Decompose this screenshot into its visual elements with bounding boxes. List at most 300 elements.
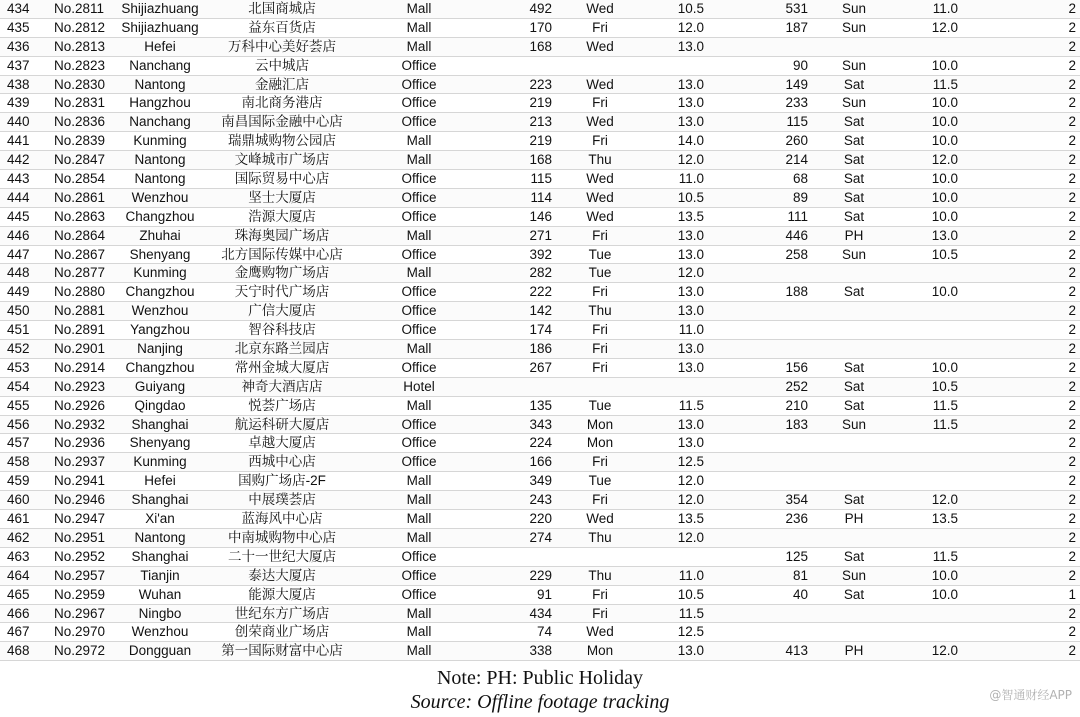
rating-cell: 2 bbox=[1068, 57, 1076, 73]
rating-cell: 2 bbox=[1068, 303, 1076, 319]
city-cell: Wuhan bbox=[138, 586, 182, 602]
weekday-day-cell: Thu bbox=[588, 529, 612, 545]
weekday-traffic-cell: 166 bbox=[529, 454, 552, 470]
venue-type-cell: Office bbox=[401, 95, 437, 111]
city-cell: Hangzhou bbox=[129, 95, 191, 111]
weekend-traffic-cell: 413 bbox=[785, 643, 808, 659]
row-index-cell: 467 bbox=[7, 624, 30, 640]
venue-type-cell: Office bbox=[401, 76, 437, 92]
table-note: Note: PH: Public Holiday bbox=[436, 667, 644, 689]
row-index-cell: 453 bbox=[7, 359, 30, 375]
store-name-cell: 云中城店 bbox=[255, 57, 309, 73]
weekday-hours-cell: 11.5 bbox=[678, 605, 704, 621]
weekend-hours-cell: 10.5 bbox=[931, 246, 958, 262]
weekday-hours-cell: 10.5 bbox=[677, 586, 704, 602]
weekend-day-cell: Sun bbox=[841, 1, 867, 16]
store-code-cell: No.2926 bbox=[54, 397, 106, 413]
table-row bbox=[0, 94, 1080, 113]
weekday-day-cell: Wed bbox=[586, 171, 614, 187]
table-row bbox=[0, 19, 1080, 38]
row-index-cell: 441 bbox=[7, 133, 30, 149]
city-cell: Yangzhou bbox=[130, 322, 190, 338]
store-code-cell: No.2836 bbox=[54, 114, 106, 130]
store-name-cell: 北国商城店 bbox=[248, 1, 316, 16]
weekday-hours-cell: 12.0 bbox=[677, 492, 704, 508]
store-code-cell: No.2864 bbox=[54, 227, 106, 243]
venue-type-cell: Office bbox=[401, 548, 437, 564]
weekday-day-cell: Mon bbox=[586, 643, 614, 659]
venue-type-cell: Mall bbox=[406, 511, 432, 527]
row-index-cell: 445 bbox=[7, 208, 30, 224]
table-row bbox=[0, 434, 1080, 453]
weekday-traffic-cell: 338 bbox=[529, 643, 552, 659]
weekend-hours-cell: 10.0 bbox=[931, 114, 958, 130]
store-code-cell: No.2901 bbox=[54, 341, 106, 357]
rating-cell: 1 bbox=[1068, 586, 1076, 602]
venue-type-cell: Mall bbox=[406, 397, 432, 413]
row-index-cell: 460 bbox=[7, 492, 30, 508]
table-row bbox=[0, 397, 1080, 416]
weekend-hours-cell: 11.5 bbox=[932, 548, 958, 564]
weekend-day-cell: Sat bbox=[843, 133, 865, 149]
row-index-cell: 435 bbox=[7, 19, 30, 35]
weekday-day-cell: Wed bbox=[586, 208, 614, 224]
weekday-traffic-cell: 434 bbox=[529, 605, 552, 621]
store-name-cell: 国际贸易中心店 bbox=[234, 171, 330, 187]
store-code-cell: No.2952 bbox=[54, 548, 106, 564]
weekday-hours-cell: 13.0 bbox=[677, 114, 704, 130]
weekend-traffic-cell: 187 bbox=[785, 19, 808, 35]
city-cell: Nantong bbox=[134, 171, 186, 187]
city-cell: Nanjing bbox=[137, 341, 183, 357]
city-cell: Nantong bbox=[134, 529, 186, 545]
city-cell: Nanchang bbox=[129, 57, 191, 73]
weekday-day-cell: Wed bbox=[586, 1, 614, 16]
store-name-cell: 天宁时代广场店 bbox=[234, 284, 330, 300]
store-code-cell: No.2932 bbox=[54, 416, 106, 432]
store-code-cell: No.2877 bbox=[54, 265, 106, 281]
store-name-cell: 神奇大酒店店 bbox=[241, 378, 323, 394]
store-name-cell: 南昌国际金融中心店 bbox=[221, 114, 343, 130]
weekday-day-cell: Wed bbox=[586, 511, 614, 527]
store-name-cell: 常州金城大厦店 bbox=[234, 359, 330, 375]
weekend-hours-cell: 12.0 bbox=[931, 152, 958, 168]
weekend-traffic-cell: 210 bbox=[785, 397, 808, 413]
weekday-hours-cell: 13.0 bbox=[677, 76, 704, 92]
city-cell: Qingdao bbox=[134, 397, 186, 413]
rating-cell: 2 bbox=[1068, 416, 1076, 432]
weekday-traffic-cell: 267 bbox=[529, 359, 552, 375]
weekend-traffic-cell: 252 bbox=[785, 378, 808, 394]
weekend-traffic-cell: 354 bbox=[785, 492, 808, 508]
weekend-day-cell: Sat bbox=[843, 378, 865, 394]
weekend-traffic-cell: 156 bbox=[785, 359, 808, 375]
table-row bbox=[0, 113, 1080, 132]
venue-type-cell: Mall bbox=[406, 624, 432, 640]
rating-cell: 2 bbox=[1068, 227, 1076, 243]
table-row bbox=[0, 378, 1080, 397]
weekend-day-cell: Sat bbox=[843, 359, 865, 375]
venue-type-cell: Mall bbox=[406, 643, 432, 659]
table-row bbox=[0, 567, 1080, 586]
weekday-hours-cell: 10.5 bbox=[677, 189, 704, 205]
city-cell: Ningbo bbox=[138, 605, 182, 621]
weekday-day-cell: Wed bbox=[586, 38, 614, 54]
table-row bbox=[0, 38, 1080, 57]
weekday-traffic-cell: 224 bbox=[529, 435, 552, 451]
table-row bbox=[0, 76, 1080, 95]
rating-cell: 2 bbox=[1068, 1, 1076, 16]
weekday-day-cell: Wed bbox=[586, 624, 614, 640]
venue-type-cell: Mall bbox=[406, 529, 432, 545]
city-cell: Wenzhou bbox=[131, 303, 189, 319]
weekday-day-cell: Wed bbox=[586, 189, 614, 205]
row-index-cell: 465 bbox=[7, 586, 30, 602]
city-cell: Hefei bbox=[144, 473, 176, 489]
rating-cell: 2 bbox=[1068, 76, 1076, 92]
weekend-hours-cell: 10.0 bbox=[931, 567, 958, 583]
store-name-cell: 南北商务港店 bbox=[241, 95, 323, 111]
weekday-day-cell: Mon bbox=[586, 416, 614, 432]
weekday-day-cell: Fri bbox=[592, 359, 608, 375]
weekend-day-cell: Sat bbox=[843, 492, 865, 508]
city-cell: Kunming bbox=[133, 265, 187, 281]
weekend-hours-cell: 10.0 bbox=[931, 189, 958, 205]
weekday-hours-cell: 11.0 bbox=[678, 567, 704, 583]
store-name-cell: 金融汇店 bbox=[255, 76, 309, 92]
weekday-traffic-cell: 229 bbox=[529, 567, 552, 583]
weekday-hours-cell: 13.0 bbox=[677, 643, 704, 659]
weekend-traffic-cell: 125 bbox=[785, 548, 808, 564]
weekday-hours-cell: 13.5 bbox=[677, 511, 704, 527]
weekday-day-cell: Fri bbox=[592, 341, 608, 357]
rating-cell: 2 bbox=[1068, 435, 1076, 451]
weekday-traffic-cell: 186 bbox=[529, 341, 552, 357]
weekday-hours-cell: 13.0 bbox=[677, 435, 704, 451]
store-name-cell: 瑞鼎城购物公园店 bbox=[228, 133, 336, 149]
store-code-cell: No.2972 bbox=[54, 643, 106, 659]
weekend-hours-cell: 11.5 bbox=[932, 416, 958, 432]
store-code-cell: No.2839 bbox=[54, 133, 106, 149]
rating-cell: 2 bbox=[1068, 359, 1076, 375]
weekday-traffic-cell: 271 bbox=[529, 227, 552, 243]
weekday-hours-cell: 13.0 bbox=[677, 341, 704, 357]
weekday-day-cell: Tue bbox=[588, 473, 612, 489]
venue-type-cell: Mall bbox=[406, 265, 432, 281]
weekday-hours-cell: 13.0 bbox=[677, 284, 704, 300]
weekend-day-cell: Sat bbox=[843, 114, 865, 130]
store-code-cell: No.2967 bbox=[54, 605, 106, 621]
weekend-traffic-cell: 531 bbox=[785, 1, 808, 16]
weekday-day-cell: Fri bbox=[592, 284, 608, 300]
weekend-hours-cell: 10.0 bbox=[931, 208, 958, 224]
row-index-cell: 438 bbox=[7, 76, 30, 92]
rating-cell: 2 bbox=[1068, 133, 1076, 149]
weekday-traffic-cell: 274 bbox=[529, 529, 552, 545]
store-code-cell: No.2947 bbox=[54, 511, 106, 527]
rating-cell: 2 bbox=[1068, 548, 1076, 564]
weekday-hours-cell: 13.0 bbox=[677, 227, 704, 243]
weekend-day-cell: Sat bbox=[843, 171, 865, 187]
store-code-cell: No.2854 bbox=[54, 171, 106, 187]
row-index-cell: 459 bbox=[7, 473, 30, 489]
row-index-cell: 454 bbox=[7, 378, 30, 394]
weekday-traffic-cell: 222 bbox=[529, 284, 552, 300]
weekday-traffic-cell: 220 bbox=[529, 511, 552, 527]
weekend-hours-cell: 12.0 bbox=[931, 19, 958, 35]
table-row bbox=[0, 623, 1080, 642]
store-name-cell: 能源大厦店 bbox=[248, 586, 316, 602]
rating-cell: 2 bbox=[1068, 341, 1076, 357]
weekday-traffic-cell: 135 bbox=[529, 397, 552, 413]
row-index-cell: 463 bbox=[7, 548, 30, 564]
weekday-hours-cell: 12.0 bbox=[677, 152, 704, 168]
store-code-cell: No.2937 bbox=[54, 454, 106, 470]
store-code-cell: No.2970 bbox=[54, 624, 106, 640]
store-code-cell: No.2867 bbox=[54, 246, 106, 262]
rating-cell: 2 bbox=[1068, 397, 1076, 413]
weekday-traffic-cell: 142 bbox=[529, 303, 552, 319]
rating-cell: 2 bbox=[1068, 284, 1076, 300]
weekday-traffic-cell: 223 bbox=[529, 76, 552, 92]
weekend-hours-cell: 10.0 bbox=[931, 133, 958, 149]
weekday-hours-cell: 13.0 bbox=[677, 359, 704, 375]
store-name-cell: 西城中心店 bbox=[248, 454, 316, 470]
city-cell: Kunming bbox=[133, 454, 187, 470]
store-code-cell: No.2946 bbox=[54, 492, 106, 508]
city-cell: Nantong bbox=[134, 152, 186, 168]
weekday-day-cell: Fri bbox=[592, 19, 608, 35]
weekend-hours-cell: 12.0 bbox=[931, 492, 958, 508]
city-cell: Shanghai bbox=[131, 492, 189, 508]
venue-type-cell: Mall bbox=[406, 605, 432, 621]
weekend-day-cell: Sat bbox=[843, 284, 865, 300]
city-cell: Shanghai bbox=[131, 548, 189, 564]
weekend-hours-cell: 12.0 bbox=[931, 643, 958, 659]
weekday-traffic-cell: 146 bbox=[529, 208, 552, 224]
rating-cell: 2 bbox=[1068, 189, 1076, 205]
weekend-traffic-cell: 89 bbox=[792, 189, 808, 205]
weekend-traffic-cell: 183 bbox=[785, 416, 808, 432]
store-name-cell: 国购广场店-2F bbox=[238, 473, 326, 489]
store-name-cell: 卓越大厦店 bbox=[248, 435, 316, 451]
weekday-traffic-cell: 174 bbox=[529, 322, 552, 338]
weekday-traffic-cell: 115 bbox=[530, 171, 552, 187]
city-cell: Tianjin bbox=[140, 567, 180, 583]
row-index-cell: 455 bbox=[7, 397, 30, 413]
weekday-traffic-cell: 349 bbox=[529, 473, 552, 489]
table-row bbox=[0, 472, 1080, 491]
weekend-day-cell: PH bbox=[844, 227, 864, 243]
weekday-hours-cell: 12.0 bbox=[677, 19, 704, 35]
venue-type-cell: Office bbox=[401, 57, 437, 73]
row-index-cell: 440 bbox=[7, 114, 30, 130]
weekday-hours-cell: 11.0 bbox=[678, 322, 704, 338]
rating-cell: 2 bbox=[1068, 171, 1076, 187]
weekend-traffic-cell: 258 bbox=[785, 246, 808, 262]
venue-type-cell: Mall bbox=[406, 19, 432, 35]
weekend-hours-cell: 10.0 bbox=[931, 284, 958, 300]
venue-type-cell: Mall bbox=[406, 133, 432, 149]
table-row bbox=[0, 548, 1080, 567]
store-code-cell: No.2957 bbox=[54, 567, 106, 583]
table-row bbox=[0, 0, 1080, 19]
store-name-cell: 益东百货店 bbox=[248, 19, 316, 35]
weekend-hours-cell: 11.0 bbox=[932, 1, 958, 16]
city-cell: Shanghai bbox=[131, 416, 189, 432]
row-index-cell: 457 bbox=[7, 435, 30, 451]
row-index-cell: 452 bbox=[7, 341, 30, 357]
weekday-hours-cell: 11.5 bbox=[678, 397, 704, 413]
rating-cell: 2 bbox=[1068, 378, 1076, 394]
weekend-day-cell: PH bbox=[844, 511, 864, 527]
weekend-hours-cell: 10.0 bbox=[931, 57, 958, 73]
weekday-traffic-cell: 170 bbox=[529, 19, 552, 35]
city-cell: Zhuhai bbox=[139, 227, 181, 243]
table-row bbox=[0, 340, 1080, 359]
table-row bbox=[0, 321, 1080, 340]
weekday-traffic-cell: 219 bbox=[529, 95, 552, 111]
city-cell: Dongguan bbox=[128, 643, 192, 659]
rating-cell: 2 bbox=[1068, 152, 1076, 168]
venue-type-cell: Office bbox=[401, 208, 437, 224]
city-cell: Hefei bbox=[144, 38, 176, 54]
store-code-cell: No.2812 bbox=[54, 19, 106, 35]
table-row bbox=[0, 529, 1080, 548]
weekend-hours-cell: 10.0 bbox=[931, 586, 958, 602]
table-row bbox=[0, 246, 1080, 265]
weekend-traffic-cell: 111 bbox=[787, 208, 808, 224]
weekend-hours-cell: 10.0 bbox=[931, 171, 958, 187]
row-index-cell: 447 bbox=[7, 246, 30, 262]
weekday-day-cell: Fri bbox=[592, 492, 608, 508]
weekday-traffic-cell: 343 bbox=[529, 416, 552, 432]
rating-cell: 2 bbox=[1068, 492, 1076, 508]
weekend-hours-cell: 10.0 bbox=[931, 95, 958, 111]
weekday-hours-cell: 13.5 bbox=[677, 208, 704, 224]
row-index-cell: 446 bbox=[7, 227, 30, 243]
table-row bbox=[0, 170, 1080, 189]
store-code-cell: No.2861 bbox=[54, 189, 106, 205]
table-row bbox=[0, 359, 1080, 378]
weekend-traffic-cell: 40 bbox=[792, 586, 808, 602]
weekday-traffic-cell: 392 bbox=[529, 246, 552, 262]
weekday-hours-cell: 13.0 bbox=[677, 246, 704, 262]
rating-cell: 2 bbox=[1068, 265, 1076, 281]
store-code-cell: No.2914 bbox=[54, 359, 106, 375]
weekend-hours-cell: 10.0 bbox=[931, 359, 958, 375]
rating-cell: 2 bbox=[1068, 511, 1076, 527]
weekday-day-cell: Fri bbox=[592, 133, 608, 149]
rating-cell: 2 bbox=[1068, 643, 1076, 659]
store-name-cell: 北方国际传媒中心店 bbox=[221, 246, 343, 262]
store-name-cell: 万科中心美好荟店 bbox=[228, 38, 336, 54]
rating-cell: 2 bbox=[1068, 208, 1076, 224]
store-code-cell: No.2941 bbox=[54, 473, 106, 489]
venue-type-cell: Office bbox=[401, 454, 437, 470]
rating-cell: 2 bbox=[1068, 624, 1076, 640]
weekday-day-cell: Fri bbox=[592, 586, 608, 602]
row-index-cell: 450 bbox=[7, 303, 30, 319]
store-code-cell: No.2936 bbox=[54, 435, 106, 451]
weekend-day-cell: Sun bbox=[841, 246, 867, 262]
weekend-traffic-cell: 149 bbox=[785, 76, 808, 92]
store-code-cell: No.2811 bbox=[54, 1, 105, 16]
venue-type-cell: Office bbox=[401, 303, 437, 319]
weekday-traffic-cell: 168 bbox=[529, 152, 552, 168]
row-index-cell: 466 bbox=[7, 605, 30, 621]
store-name-cell: 浩源大厦店 bbox=[248, 208, 316, 224]
venue-type-cell: Office bbox=[401, 246, 437, 262]
store-code-cell: No.2830 bbox=[54, 76, 106, 92]
store-name-cell: 二十一世纪大厦店 bbox=[228, 548, 336, 564]
table-row bbox=[0, 642, 1080, 661]
row-index-cell: 442 bbox=[7, 152, 30, 168]
row-index-cell: 436 bbox=[7, 38, 30, 54]
weekend-traffic-cell: 260 bbox=[785, 133, 808, 149]
weekday-day-cell: Fri bbox=[592, 227, 608, 243]
weekend-day-cell: Sat bbox=[843, 397, 865, 413]
watermark: @智通财经APP bbox=[989, 688, 1072, 702]
weekend-hours-cell: 10.5 bbox=[931, 378, 958, 394]
city-cell: Xi'an bbox=[145, 511, 175, 527]
store-name-cell: 文峰城市广场店 bbox=[234, 152, 330, 168]
weekday-day-cell: Tue bbox=[588, 265, 612, 281]
weekend-day-cell: Sun bbox=[841, 57, 867, 73]
store-name-cell: 北京东路兰园店 bbox=[234, 341, 330, 357]
weekday-day-cell: Fri bbox=[592, 322, 608, 338]
store-name-cell: 中南城购物中心店 bbox=[228, 529, 336, 545]
store-code-cell: No.2880 bbox=[54, 284, 106, 300]
store-code-cell: No.2823 bbox=[54, 57, 106, 73]
rating-cell: 2 bbox=[1068, 246, 1076, 262]
city-cell: Changzhou bbox=[125, 284, 195, 300]
row-index-cell: 448 bbox=[7, 265, 30, 281]
venue-type-cell: Hotel bbox=[403, 378, 435, 394]
weekday-traffic-cell: 243 bbox=[529, 492, 552, 508]
city-cell: Wenzhou bbox=[131, 624, 189, 640]
venue-type-cell: Office bbox=[401, 284, 437, 300]
weekend-traffic-cell: 68 bbox=[792, 171, 808, 187]
weekday-day-cell: Thu bbox=[588, 152, 612, 168]
weekday-traffic-cell: 213 bbox=[529, 114, 552, 130]
rating-cell: 2 bbox=[1068, 114, 1076, 130]
table-row bbox=[0, 132, 1080, 151]
weekend-day-cell: Sat bbox=[843, 76, 865, 92]
weekday-day-cell: Thu bbox=[588, 303, 612, 319]
table-row bbox=[0, 416, 1080, 435]
weekday-traffic-cell: 282 bbox=[529, 265, 552, 281]
store-name-cell: 广信大厦店 bbox=[248, 303, 316, 319]
city-cell: Shenyang bbox=[129, 435, 191, 451]
weekday-hours-cell: 14.0 bbox=[677, 133, 704, 149]
row-index-cell: 461 bbox=[7, 511, 30, 527]
store-code-cell: No.2959 bbox=[54, 586, 106, 602]
city-cell: Guiyang bbox=[134, 378, 186, 394]
venue-type-cell: Mall bbox=[406, 473, 432, 489]
rating-cell: 2 bbox=[1068, 454, 1076, 470]
rating-cell: 2 bbox=[1068, 473, 1076, 489]
weekend-day-cell: Sun bbox=[841, 19, 867, 35]
weekday-hours-cell: 13.0 bbox=[677, 95, 704, 111]
store-name-cell: 第一国际财富中心店 bbox=[221, 643, 343, 659]
weekend-day-cell: Sun bbox=[841, 95, 867, 111]
row-index-cell: 462 bbox=[7, 529, 30, 545]
venue-type-cell: Mall bbox=[406, 152, 432, 168]
store-code-cell: No.2923 bbox=[54, 378, 106, 394]
venue-type-cell: Office bbox=[401, 114, 437, 130]
table-row bbox=[0, 151, 1080, 170]
